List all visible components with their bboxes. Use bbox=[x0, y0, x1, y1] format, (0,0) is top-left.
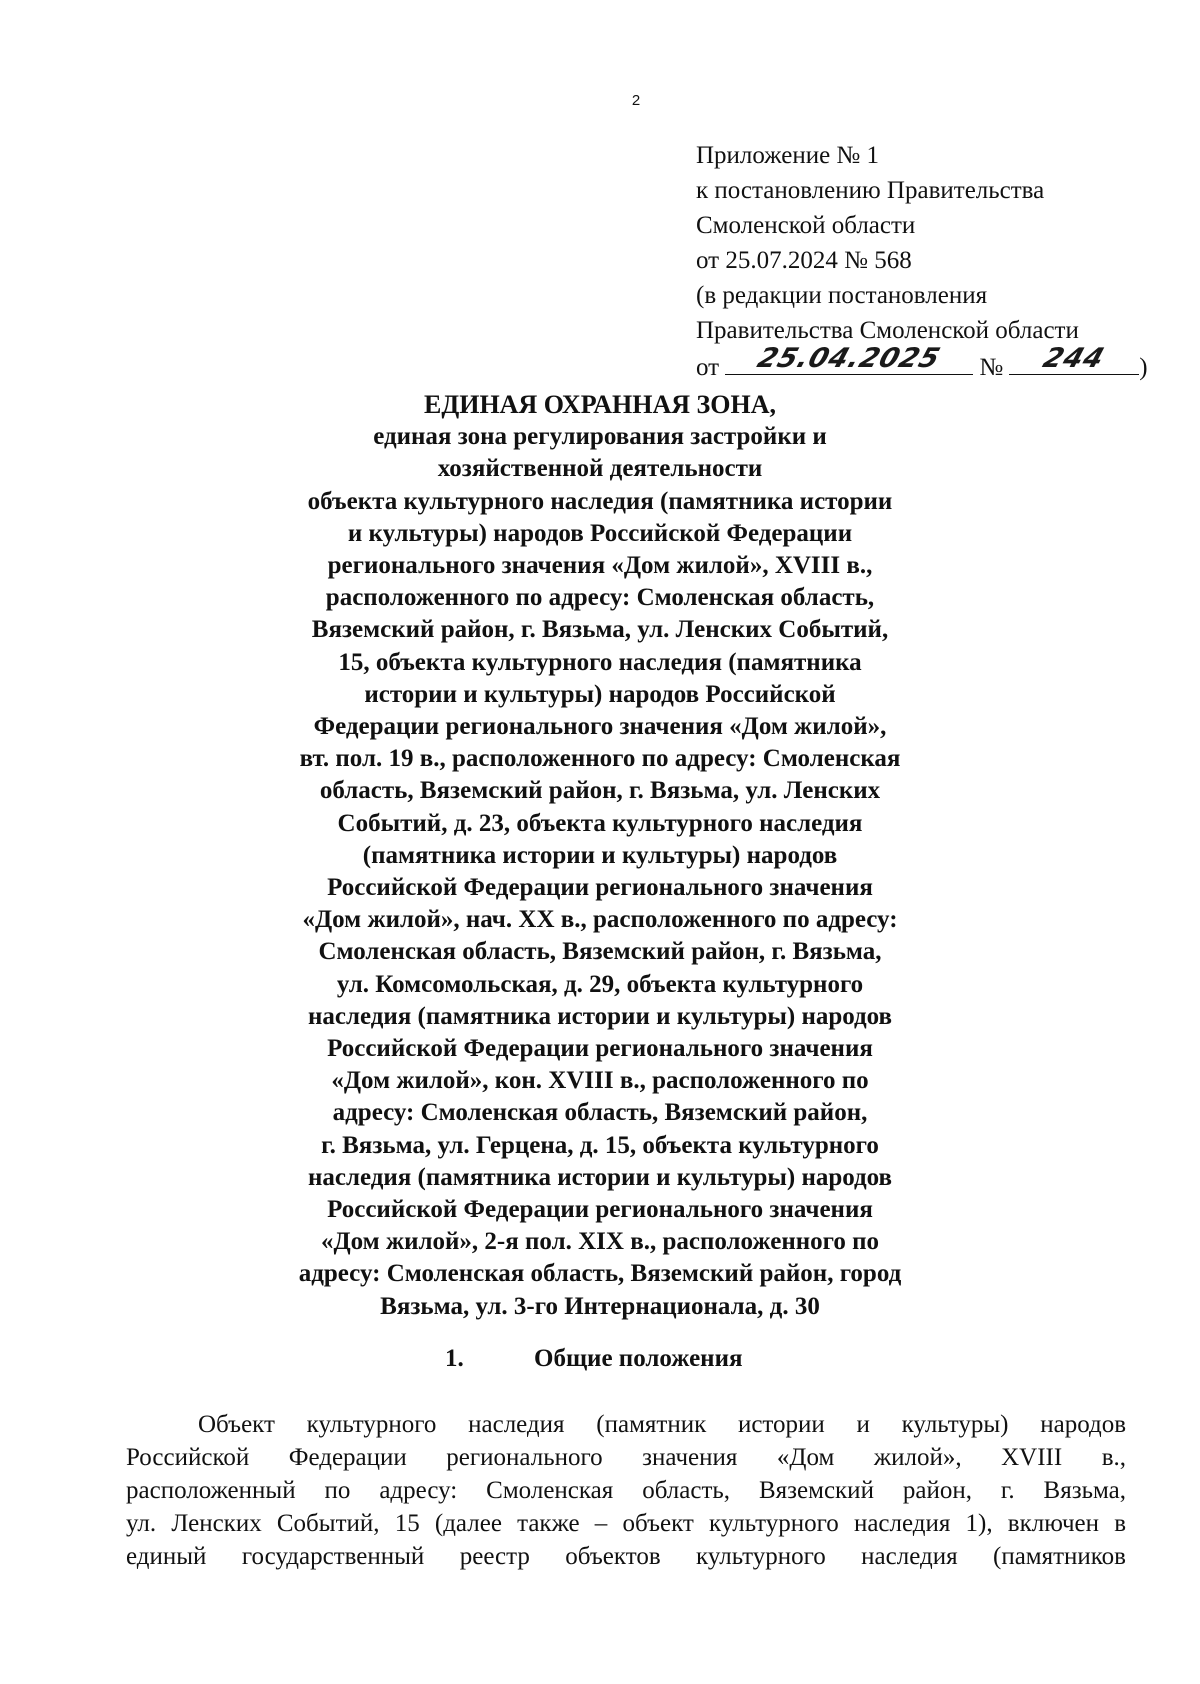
title-line: Вязьма, ул. 3-го Интернационала, д. 30 bbox=[380, 1292, 820, 1320]
title-line: Российской Федерации регионального значения bbox=[327, 1196, 873, 1224]
appendix-block bbox=[696, 138, 1148, 385]
title-line: регионального значения «Дом жилой», XVIII в., bbox=[327, 552, 873, 580]
handwritten-number: 244 bbox=[1039, 343, 1109, 374]
body-paragraph bbox=[126, 1408, 1126, 1573]
amendment-date-line bbox=[696, 343, 1148, 385]
paragraph-line: Российской Федерации регионального значения «Дом жилой», XVIII в., bbox=[126, 1444, 1126, 1471]
appendix-line: к постановлению Правительства bbox=[696, 177, 1045, 204]
title-line: (памятника истории и культуры) народов bbox=[362, 841, 838, 869]
title-line: «Дом жилой», 2-я пол. XIX в., расположенного по bbox=[320, 1228, 880, 1256]
title-line: наследия (памятника истории и культуры) народов bbox=[307, 1163, 893, 1191]
paragraph-line: ул. Ленских Событий, 15 (далее также – объект культурного наследия 1), включен в bbox=[126, 1510, 1126, 1537]
title-line: адресу: Смоленская область, Вяземский район, bbox=[332, 1099, 868, 1127]
title-line: ул. Комсомольская, д. 29, объекта культурного bbox=[336, 970, 864, 998]
handwritten-date: 25.04.2025 bbox=[753, 343, 945, 374]
closing-paren: ) bbox=[1139, 354, 1148, 381]
title-line: хозяйственной деятельности bbox=[437, 455, 763, 483]
title-line: и культуры) народов Российской Федерации bbox=[347, 519, 853, 547]
appendix-line: Смоленской области bbox=[696, 212, 916, 239]
number-blank bbox=[1009, 343, 1139, 375]
title-line: Российской Федерации регионального значения bbox=[327, 1035, 873, 1063]
title-line: «Дом жилой», нач. XX в., расположенного по адресу: bbox=[302, 906, 898, 934]
appendix-line: (в редакции постановления bbox=[696, 282, 988, 309]
appendix-line: от 25.07.2024 № 568 bbox=[696, 247, 912, 274]
title-line: Федерации регионального значения «Дом жилой», bbox=[313, 713, 887, 741]
title-line: область, Вяземский район, г. Вязьма, ул. Ленских bbox=[319, 777, 881, 805]
document-title bbox=[200, 389, 1000, 1323]
title-line: наследия (памятника истории и культуры) народов bbox=[307, 1002, 893, 1030]
title-line: 15, объекта культурного наследия (памятника bbox=[338, 648, 862, 676]
number-prefix: № bbox=[979, 354, 1004, 381]
date-blank bbox=[725, 343, 973, 375]
page-number: 2 bbox=[631, 92, 641, 109]
title-line: г. Вязьма, ул. Герцена, д. 15, объекта культурного bbox=[321, 1131, 879, 1159]
title-line: объекта культурного наследия (памятника истории bbox=[307, 487, 893, 515]
section-number: 1. bbox=[445, 1345, 464, 1372]
paragraph-line: Объект культурного наследия (памятник истории и культуры) народов bbox=[198, 1411, 1126, 1438]
appendix-line: Правительства Смоленской области bbox=[696, 317, 1079, 344]
title-line: расположенного по адресу: Смоленская область, bbox=[325, 584, 875, 612]
title-heading: ЕДИНАЯ ОХРАННАЯ ЗОНА, bbox=[424, 390, 776, 419]
section-title: Общие положения bbox=[534, 1345, 743, 1372]
title-line: Российской Федерации регионального значения bbox=[327, 874, 873, 902]
title-line: адресу: Смоленская область, Вяземский район, город bbox=[298, 1260, 902, 1288]
date-prefix: от bbox=[696, 354, 720, 381]
title-line: «Дом жилой», кон. XVIII в., расположенного по bbox=[331, 1067, 869, 1095]
title-line: Смоленская область, Вяземский район, г. Вязьма, bbox=[318, 938, 882, 966]
paragraph-line: расположенный по адресу: Смоленская область, Вяземский район, г. Вязьма, bbox=[126, 1477, 1126, 1504]
paragraph-line: единый государственный реестр объектов культурного наследия (памятников bbox=[126, 1543, 1126, 1570]
title-line: истории и культуры) народов Российской bbox=[364, 680, 836, 708]
title-line: Вяземский район, г. Вязьма, ул. Ленских Событий, bbox=[311, 616, 889, 644]
title-line: единая зона регулирования застройки и bbox=[373, 423, 827, 451]
title-line: вт. пол. 19 в., расположенного по адресу: Смоленская bbox=[299, 745, 901, 773]
appendix-line: Приложение № 1 bbox=[696, 142, 880, 169]
title-line: Событий, д. 23, объекта культурного наследия bbox=[337, 809, 863, 837]
